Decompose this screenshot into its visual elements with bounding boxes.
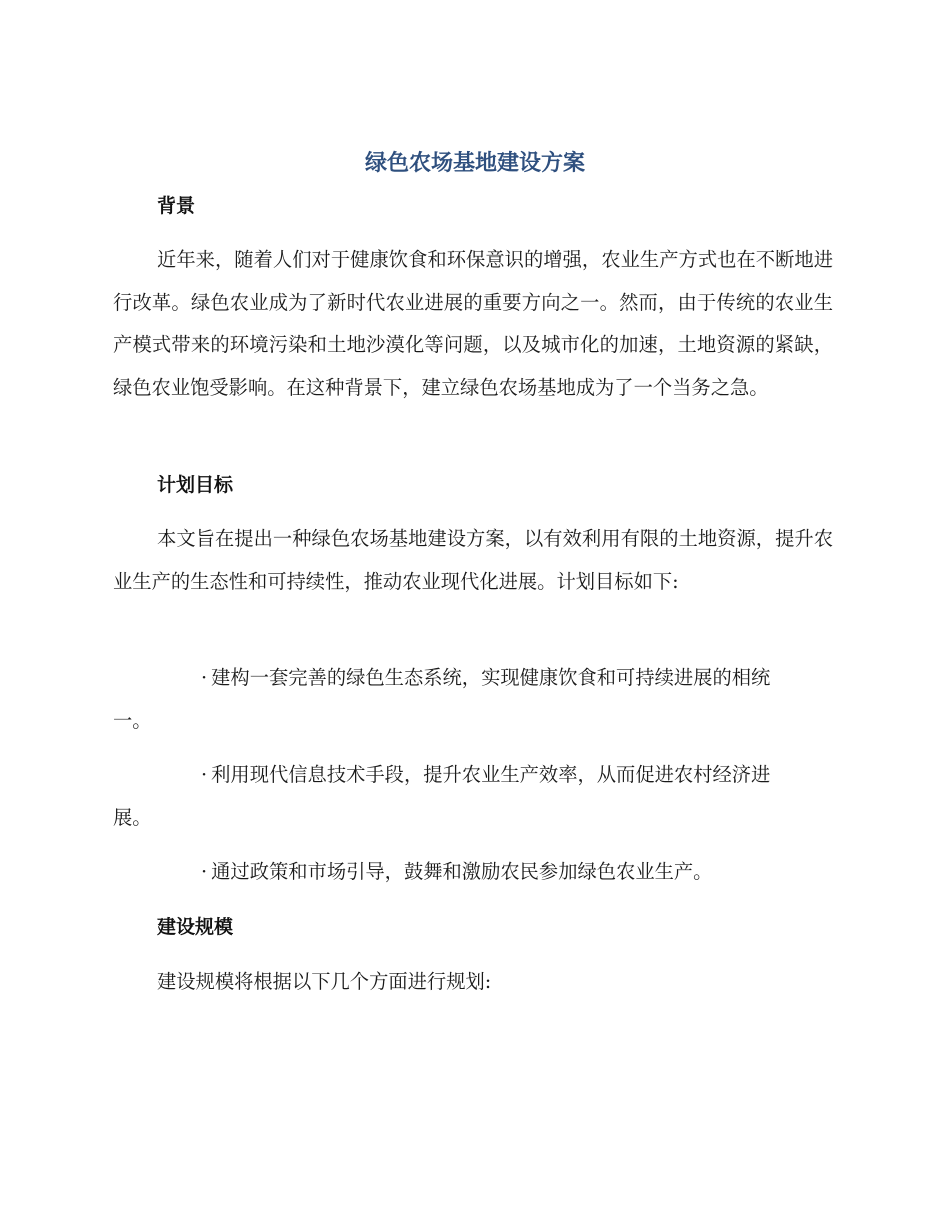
goal-list-item — [113, 851, 803, 894]
plan-goals-paragraph: 本文旨在提出一种绿色农场基地建设方案，以有效利用有限的土地资源，提升农业生产的生态性和可持续性，推动农业现代化进展。计划目标如下: — [113, 527, 833, 593]
section-heading-construction-scale: 建设规模 — [157, 916, 234, 938]
bullet-marker: · — [201, 763, 208, 786]
bullet-marker: · — [201, 860, 208, 883]
section-heading-background: 背景 — [157, 195, 196, 217]
goal-list-item — [113, 657, 803, 742]
construction-scale-paragraph: 建设规模将根据以下几个方面进行规划: — [157, 970, 492, 993]
goal-text: 利用现代信息技术手段，提升农业生产效率，从而促进农村经济进展。 — [113, 763, 771, 829]
goal-text: 建构一套完善的绿色生态系统，实现健康饮食和可持续进展的相统一。 — [113, 666, 771, 732]
background-paragraph: 近年来，随着人们对于健康饮食和环保意识的增强，农业生产方式也在不断地进行改革。绿色农业成为了新时代农业进展的重要方向之一。然而，由于传统的农业生产模式带来的环境污染和土地沙漠化等问题，以及城市化的加速，土地资源的紧缺，绿色农业饱受影响。在这种背景下，建立绿色农场基地成为了一个当务之急。 — [113, 248, 833, 399]
bullet-marker: · — [201, 666, 208, 689]
goal-list-item — [113, 754, 803, 839]
goal-text: 通过政策和市场引导，鼓舞和激励农民参加绿色农业生产。 — [211, 860, 713, 883]
section-heading-plan-goals: 计划目标 — [157, 474, 234, 496]
document-title: 绿色农场基地建设方案 — [364, 151, 585, 176]
